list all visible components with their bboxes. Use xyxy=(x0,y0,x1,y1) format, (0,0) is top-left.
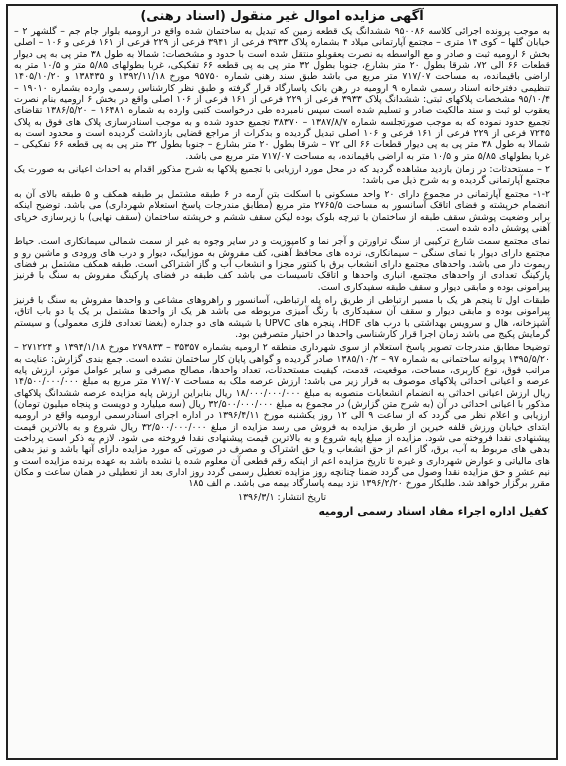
paragraph-floors: طبقات اول تا پنجم هر یک با مسیر ارتباطی از طریق راه پله ارتباطی، آسانسور و راهروهای مشاعی و واحدها مفروش به سنگ با قرنیز پیرامونی بوده و مابقی دیوار و سقف آن سفیدکاری با رنگ آمیزی مربوطه می باشد هر یک از واحدها مشتمل بر یک یا دو باب اتاق، آشپزخانه، هال و سرویس بهداشتی با درب های HDF، پنجره های UPVC با شیشه های دو جداره (بغضا تعدادی فلزی معمولی) و سیستم گرمایش پکیج می باشد زمان اجرا قرار کارشناسی واحدها در اختیار متصرفین بود. xyxy=(14,294,550,340)
auction-notice xyxy=(6,4,558,760)
signature-footer: کفیل اداره اجراء مفاد اسناد رسمی ارومیه xyxy=(318,505,548,519)
paragraph-facade-yard: نمای مجتمع سمت شارع ترکیبی از سنگ تراورتن و آجر نما و کامپوزیت و در سایر وجوه به غیر از سمت شمالی سیمانکاری است. حیاط مجتمع دارای دیوار با نمای سنگی – سیمانکاری، نرده های محافظ آهنی، کف مفروش به موزاییک، دیوار و درب های ورودی و ماشین رو و ریموت دار می باشد. واحدهای مجتمع دارای انشعاب برق با کنتور مجزا و انشعاب آب و گاز اشتراکی است. طبقه همکف مشتمل بر فضای پارکینگ تعدادی از واحدهای مجتمع، انباری واحدها و اتاقک تاسیسات می باشد کف طبقه در فضای پارکینگ مفروش به سنگ با قرنیز پیرامونی بوده و مابقی دیوار و سقف طبقه سفیدکاری است. xyxy=(14,236,550,293)
paragraph-improvements: ۲ – مستحدثات: در زمان بازدید مشاهده گردید که در محل مورد ارزیابی با تجمیع پلاکها به شرح مذکور اقدام به احداث اعیانی به صورت یک مجتمع آپارتمانی گردیده و به شرح ذیل می باشد: xyxy=(14,164,550,187)
paragraph-property-description: به موجب پرونده اجرائی کلاسه ۹۵۰۰۸۶ ششدانگ یک قطعه زمین که تبدیل به ساختمان شده واقع در ارومیه بلوار جام جم – گلشهر ۲ – خیابان گلها – کوی ۱۴ متری – مجتمع آپارتمانی میلاد ۴ بشماره پلاک ۳۹۳۳ فرعی از ۳۹۴۱ فرعی از ۲۲۹ فرعی از ۱۶۱ فرعی و ۱۰۶ – اصلی بخش ۶ ارومیه ثبت و صادر و مع الواسطه به نصرت یعقوبلو منتقل شده است با حدود و مشخصات: شمالا به طول ۳۸ متر پی به پی دیوار قطعات ۶۶ الی ۷۲، شرقا بطول ۲۰ متر بشارع، جنوبا بطول ۳۲ متر پی به پی قطعه ۶۶ تفکیکی، غربا بطولهای ۵/۸۵ متر و ۱۰/۵ متر به اراضی باقیمانده، به مساحت ۷۱۷/۰۷ متر مربع می باشد طبق سند رهنی شماره ۹۵۷۵۰ مورخ ۱۳۹۲/۱۱/۱۸ و ۱۳۸۴۳۵ و ۱۴۰۵/۱۰/۲۰ تنظیمی دفترخانه اسناد رسمی شماره ۹ ارومیه در رهن بانک پاسارگاد قرار گرفته و طبق نظر کارشناس رسمی وارده بشماره ۱۹۰۱۰ – ۹۵/۱۰/۴ مشخصات پلاکهای ثبتی: ششدانگ پلاک ۳۹۳۳ فرعی از ۲۲۹ فرعی از ۱۶۱ فرعی از ۱۰۶ اصلی واقع در بخش ۶ ارومیه بنام نصرت یعقوب لو ثبت و سند مالکیت صادر و تسلیم شده است سپس نامبرده طی درخواست کتبی وارده به شماره ۱۶۴۸۱ – ۱۳۸۶/۵/۲۰ تقاضای تجمیع حدود نموده که به موجب صورتجلسه شماره ۱۳۸۷/۸/۷ – ۳۸۳۷۰ تجمیع حدود شده و به موجب اسنادرسازی پلاک های فوق به پلاک ۷۲۴۵ فرعی از ۲۲۹ فرعی از ۱۶۱ فرعی و ۱۰۶ اصلی تبدیل گردیده و بدکرات از مراجع قضایی بازداشت گردیده است و محدود است به شمالا به طول ۳۸ متر پی به پی دیوار قطعات ۶۶ الی ۷۲ – شرقا بطول ۲۰ متر بشارع – جنوبا بطول ۳۲ متر پی به پی قطعه ۶۶ تفکیکی – غربا بطولهای ۵/۸۵ متر و ۱۰/۵ متر به اراضی باقیمانده، به مساحت ۷۱۷/۰۷ متر مربع می باشد. xyxy=(14,26,551,162)
paragraph-building-details: ۱-۲- مجتمع آپارتمانی در مجموع دارای ۲۰ واحد مسکونی با اسکلت بتن آرمه در ۶ طبقه مشتمل بر طبقه همکف و ۵ طبقه بالای آن به انضمام خرپشته و فضای اتاقک آسانسور به مساحت ۲۷۶۵/۵ متر مربع (مطابق مندرجات پاسخ استعلام شهرداری) می باشد. توضیح اینکه برابر وضعیت پوشش سقف طبقه از ساختمان با تیرچه بلوک بوده لیکن سقف ششم و خرپشته ساختمان (سقف نهایی) با زیرسازی خرپای آهنی پوشش داده شده است. xyxy=(14,188,551,234)
notice-body xyxy=(8,26,556,490)
publication-date: تاریخ انتشار: ۱۳۹۶/۳/۱ xyxy=(237,491,327,503)
paragraph-valuation-terms: توضیحا مطابق مندرجات تصویر پاسخ استعلام از سوی شهرداری منطقه ۲ ارومیه بشماره ۳۵۳۵۷ – ۲۷۹۸۳۳ مورخ ۱۳۹۴/۱/۱۸ و ۲۷۱۲۲۴ – ۱۳۹۵/۵/۲۰ پروانه ساختمانی به شماره ۹۷ – ۱۳۸۵/۱۰/۲ صادر گردیده و گواهی پایان کار ساختمان نشده است. جمع بندی گزارش: عنایت به مراتب فوق، نوع کاربری، مساحت، موقعیت، قدمت، کیفیت مستحدثات، تعداد واحدها، مصالح مصرفی و سایر عوامل موثر، ارزش پایه عرصه و اعیانی احداثی پلاکهای موصوف به قرار زیر می باشد: ارزش عرصه ملک به مساحت ۷۱۷/۰۷ متر مربع به مبلغ ۱۴/۵۰۰/۰۰۰/۰۰۰ ریال ارزش اعیانی احداثی به انضمام انشعابات منصوبه به مبلغ ۱۸/۰۰۰/۰۰۰/۰۰۰ ریال بنابراین ارزش پایه مزایده عرصه ششدانگ پلاکهای مذکور با اعیانی احداثی در آن (به شرح متن گزارش) در مجموع به مبلغ ۳۲/۵۰۰/۰۰۰/۰۰۰ ریال (سه میلیارد و دویست و پنجاه میلیون تومان) ارزیابی و اعلام نظر می گردد که از ساعت ۹ الی ۱۲ روز یکشنبه مورخ ۱۳۹۶/۴/۱۱ در اداره اجرای اسنادرسمی ارومیه واقع در ارومیه ابتدای خیابان ورزش قلفه خیرین از طریق مزایده به فروش می رسد مزایده از مبلغ ۳۲/۵۰۰/۰۰۰/۰۰۰ ریال شروع و به بالاترین قیمت پیشنهادی نقدا فروخته می شود. مزایده از مبلغ پایه شروع و به بالاترین قیمت پیشنهادی نقدا فروخته می شود. لازم به ذکر است پرداخت بدهی های مربوط به آب، برق، گاز اعم از حق انشعاب و یا حق اشتراک و مصرف در صورتی که مورد مزایده دارای آنها باشد و نیز بدهی های مالیاتی و عوارض شهرداری و غیره تا تاریخ مزایده اعم از اینکه رقم قطعی آن معلوم شده یا نشده باشد به عهده برنده مزایده است و نیم عشر و حق مزایده نقدا وصول می گردد ضمنا چنانچه روز مزایده تعطیل رسمی گردد روز اداری بعد از تعطیلی در همان ساعت و مکان مقرر برگزار خواهد شد. طلبکار مورخ ۱۳۹۶/۲/۲۰ نزد بیمه پاسارگاد بیمه می باشد. م الف ۱۸۵ xyxy=(14,342,551,490)
notice-title: آگهی مزایده اموال غیر منقول (اسناد رهنی) xyxy=(140,9,424,24)
